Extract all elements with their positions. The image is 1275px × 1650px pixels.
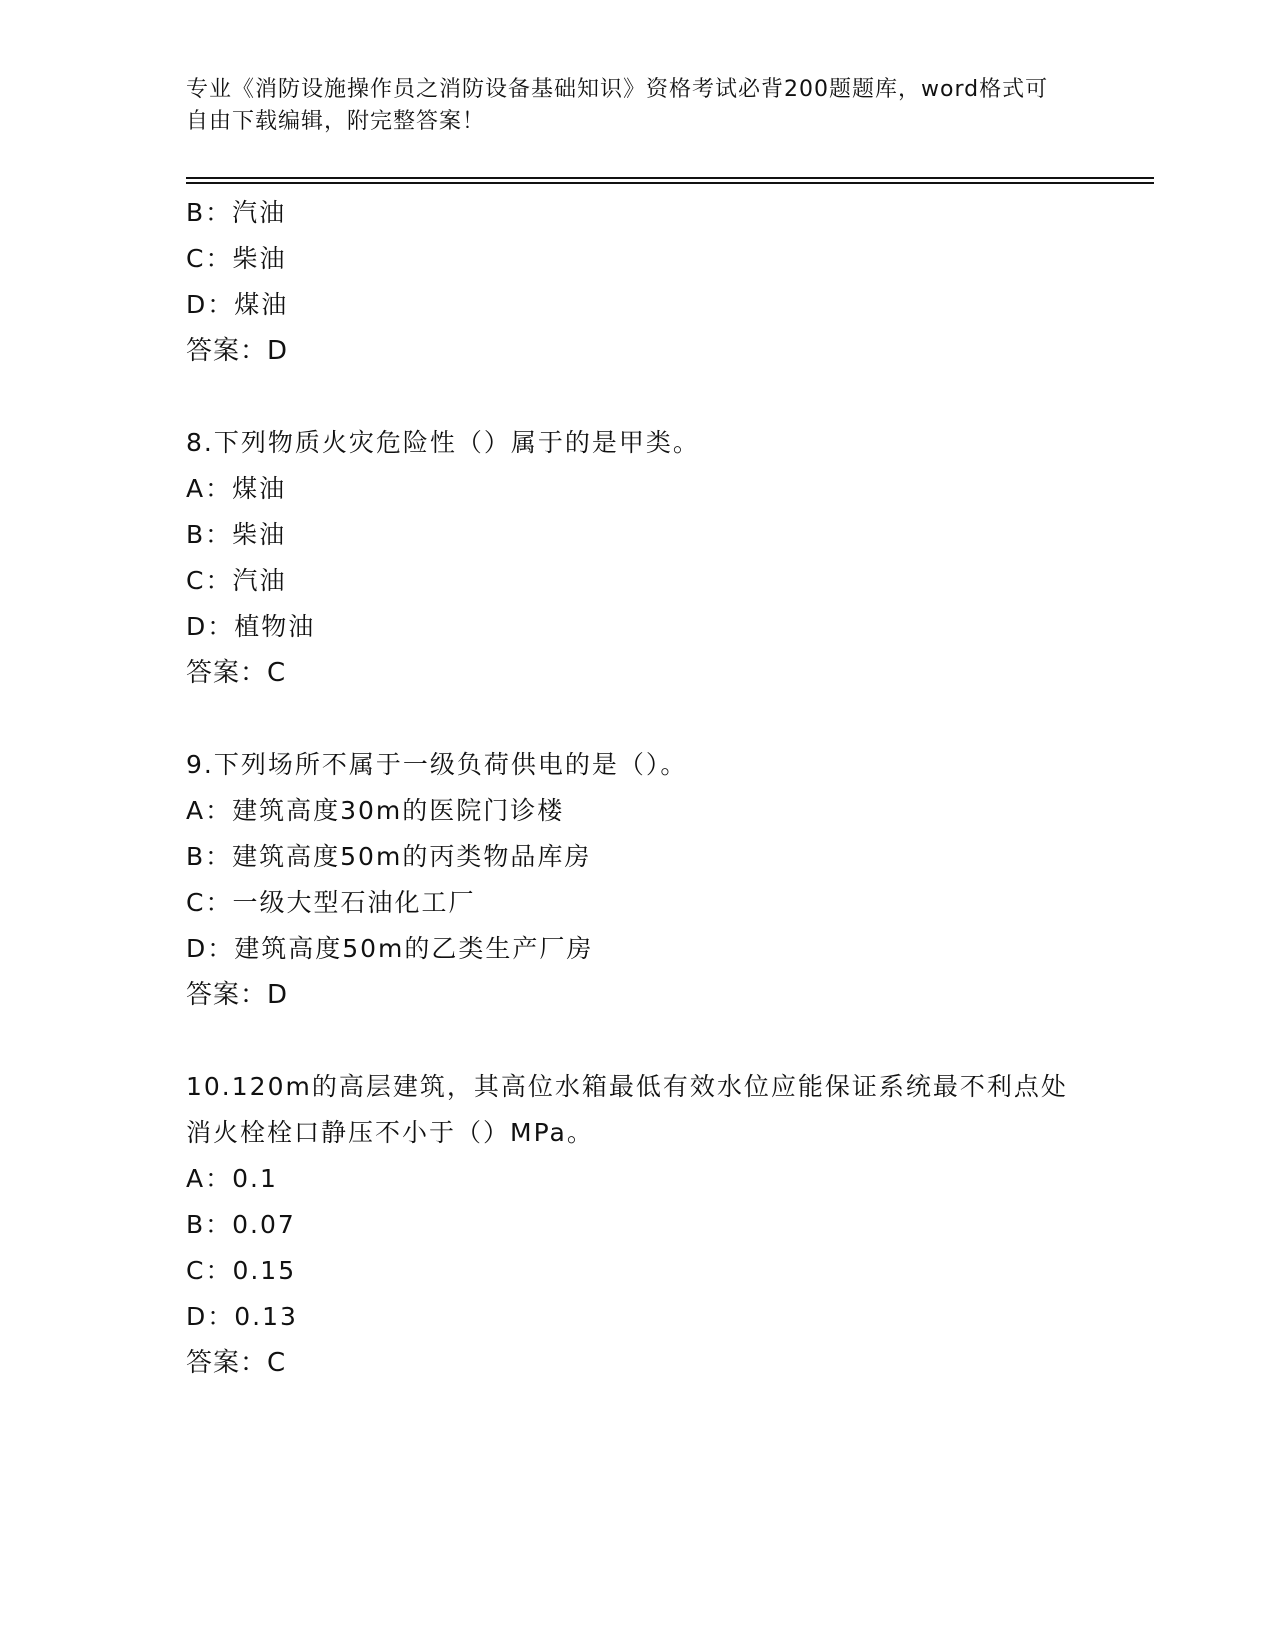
- document-header: 专业《消防设施操作员之消防设备基础知识》资格考试必背200题题库，word格式可自由下载编辑，附完整答案！: [186, 77, 1049, 134]
- option-b: B：建筑高度50m的丙类物品库房: [186, 842, 592, 871]
- question-stem: 9.下列场所不属于一级负荷供电的是（）。: [186, 750, 688, 779]
- option-d: D：建筑高度50m的乙类生产厂房: [186, 934, 594, 963]
- question-7-continuation: [186, 190, 1146, 374]
- header-divider: [186, 177, 1154, 179]
- option-a: A：煤油: [186, 474, 287, 503]
- option-c: C：汽油: [186, 566, 287, 595]
- answer: 答案：D: [186, 336, 289, 366]
- option-c: C：柴油: [186, 244, 287, 273]
- question-8: [186, 420, 1146, 696]
- answer: 答案：C: [186, 1348, 287, 1378]
- option-b: B：汽油: [186, 198, 287, 227]
- option-a: A：建筑高度30m的医院门诊楼: [186, 796, 565, 825]
- option-a: A：0.1: [186, 1164, 278, 1193]
- question-stem: 10.120m的高层建筑，其高位水箱最低有效水位应能保证系统最不利点处消火栓栓口静压不小于（）MPa。: [186, 1072, 1068, 1147]
- question-9: [186, 742, 1146, 1018]
- option-b: B：柴油: [186, 520, 287, 549]
- option-d: D：0.13: [186, 1302, 298, 1331]
- option-d: D：植物油: [186, 612, 316, 641]
- question-stem: 8.下列物质火灾危险性（）属于的是甲类。: [186, 428, 700, 457]
- question-list: [186, 190, 1146, 1386]
- question-10: [186, 1064, 1146, 1386]
- option-b: B：0.07: [186, 1210, 296, 1239]
- header-divider-double: [186, 182, 1154, 184]
- option-c: C：0.15: [186, 1256, 297, 1285]
- answer: 答案：D: [186, 980, 289, 1010]
- option-c: C：一级大型石油化工厂: [186, 888, 476, 917]
- answer: 答案：C: [186, 658, 287, 688]
- option-d: D：煤油: [186, 290, 289, 319]
